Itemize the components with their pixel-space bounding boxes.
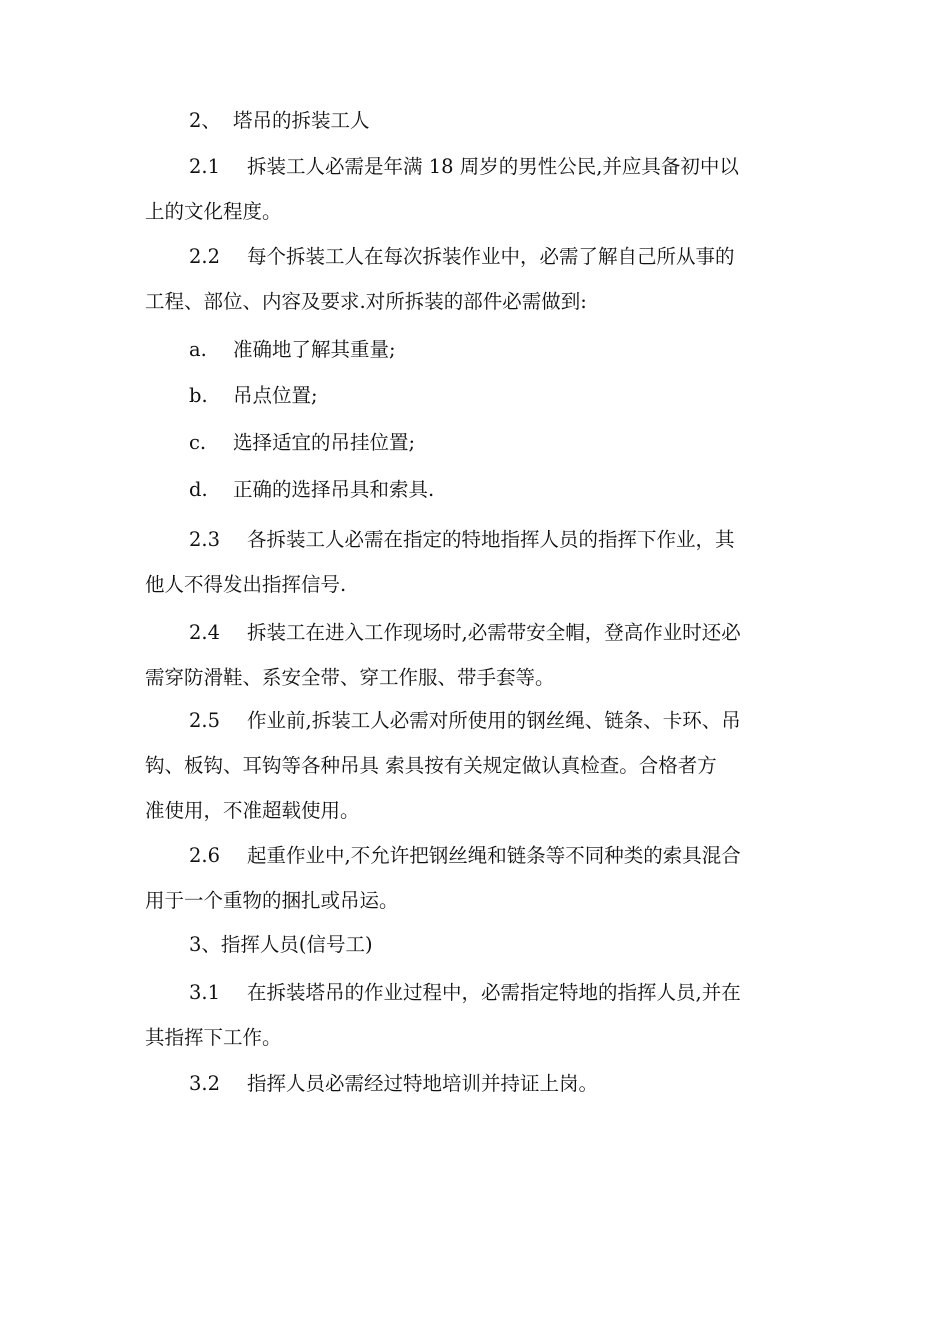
clause-number: 2.4 [189, 621, 221, 644]
paragraph-3-2 [145, 1061, 810, 1106]
paragraph-2-4 [145, 610, 810, 700]
paragraph-line [145, 517, 810, 562]
paragraph-2-5 [145, 698, 810, 833]
list-item-c [145, 420, 810, 465]
paragraph-line: 工程、部位、内容及要求.对所拆装的部件必需做到: [145, 290, 587, 313]
list-item-text: 选择适宜的吊挂位置; [233, 431, 416, 454]
list-marker: d. [189, 478, 208, 501]
paragraph-line: 准使用，不准超载使用。 [145, 799, 360, 822]
paragraph-3-1 [145, 970, 810, 1060]
list-item-d [145, 467, 810, 512]
paragraph-line: 钩、板钩、耳钩等各种吊具 索具按有关规定做认真检查。合格者方 [145, 754, 717, 777]
section-title: 塔吊的拆装工人 [233, 109, 370, 132]
paragraph-line [145, 833, 810, 878]
list-marker: a. [189, 338, 207, 361]
paragraph-2-6 [145, 833, 810, 923]
clause-text: 拆装工在进入工作现场时,必需带安全帽，登高作业时还必 [247, 621, 741, 644]
clause-text: 每个拆装工人在每次拆装作业中，必需了解自己所从事的 [247, 245, 735, 268]
section-heading-2 [145, 98, 810, 143]
paragraph-line [145, 144, 810, 189]
section-title: 3、指挥人员(信号工) [189, 933, 373, 956]
paragraph-2-3 [145, 517, 810, 607]
paragraph-line [145, 970, 810, 1015]
clause-text: 在拆装塔吊的作业过程中，必需指定特地的指挥人员,并在 [247, 981, 741, 1004]
paragraph-2-1 [145, 144, 810, 234]
paragraph-line [145, 698, 810, 743]
clause-number: 2.6 [189, 844, 221, 867]
list-item-text: 正确的选择吊具和索具. [233, 478, 435, 501]
list-item-a [145, 327, 810, 372]
paragraph-line: 用于一个重物的捆扎或吊运。 [145, 889, 399, 912]
paragraph-line [145, 1061, 810, 1106]
clause-number: 2.1 [189, 155, 221, 178]
clause-text: 起重作业中,不允许把钢丝绳和链条等不同种类的索具混合 [247, 844, 741, 867]
clause-number: 3.1 [189, 981, 221, 1004]
clause-number: 2.3 [189, 528, 221, 551]
list-item-b [145, 373, 810, 418]
list-item-text: 吊点位置; [233, 384, 318, 407]
list-marker: c. [189, 431, 207, 454]
paragraph-line: 需穿防滑鞋、系安全带、穿工作服、带手套等。 [145, 666, 555, 689]
clause-number: 3.2 [189, 1072, 221, 1095]
paragraph-line [145, 234, 810, 279]
clause-number: 2.5 [189, 709, 221, 732]
heading-line [145, 98, 810, 143]
section-heading-3 [145, 922, 810, 967]
clause-text: 拆装工人必需是年满 18 周岁的男性公民,并应具备初中以 [247, 155, 739, 178]
paragraph-line: 上的文化程度。 [145, 200, 282, 223]
clause-text: 作业前,拆装工人必需对所使用的钢丝绳、链条、卡环、吊 [247, 709, 741, 732]
clause-text: 指挥人员必需经过特地培训并持证上岗。 [247, 1072, 599, 1095]
clause-text: 各拆装工人必需在指定的特地指挥人员的指挥下作业，其 [247, 528, 735, 551]
list-item-text: 准确地了解其重量; [233, 338, 396, 361]
list-marker: b. [189, 384, 208, 407]
section-number: 2、 [189, 109, 221, 132]
clause-number: 2.2 [189, 245, 221, 268]
paragraph-line: 其指挥下工作。 [145, 1026, 282, 1049]
paragraph-line: 他人不得发出指挥信号. [145, 573, 347, 596]
paragraph-line [145, 610, 810, 655]
paragraph-2-2 [145, 234, 810, 324]
